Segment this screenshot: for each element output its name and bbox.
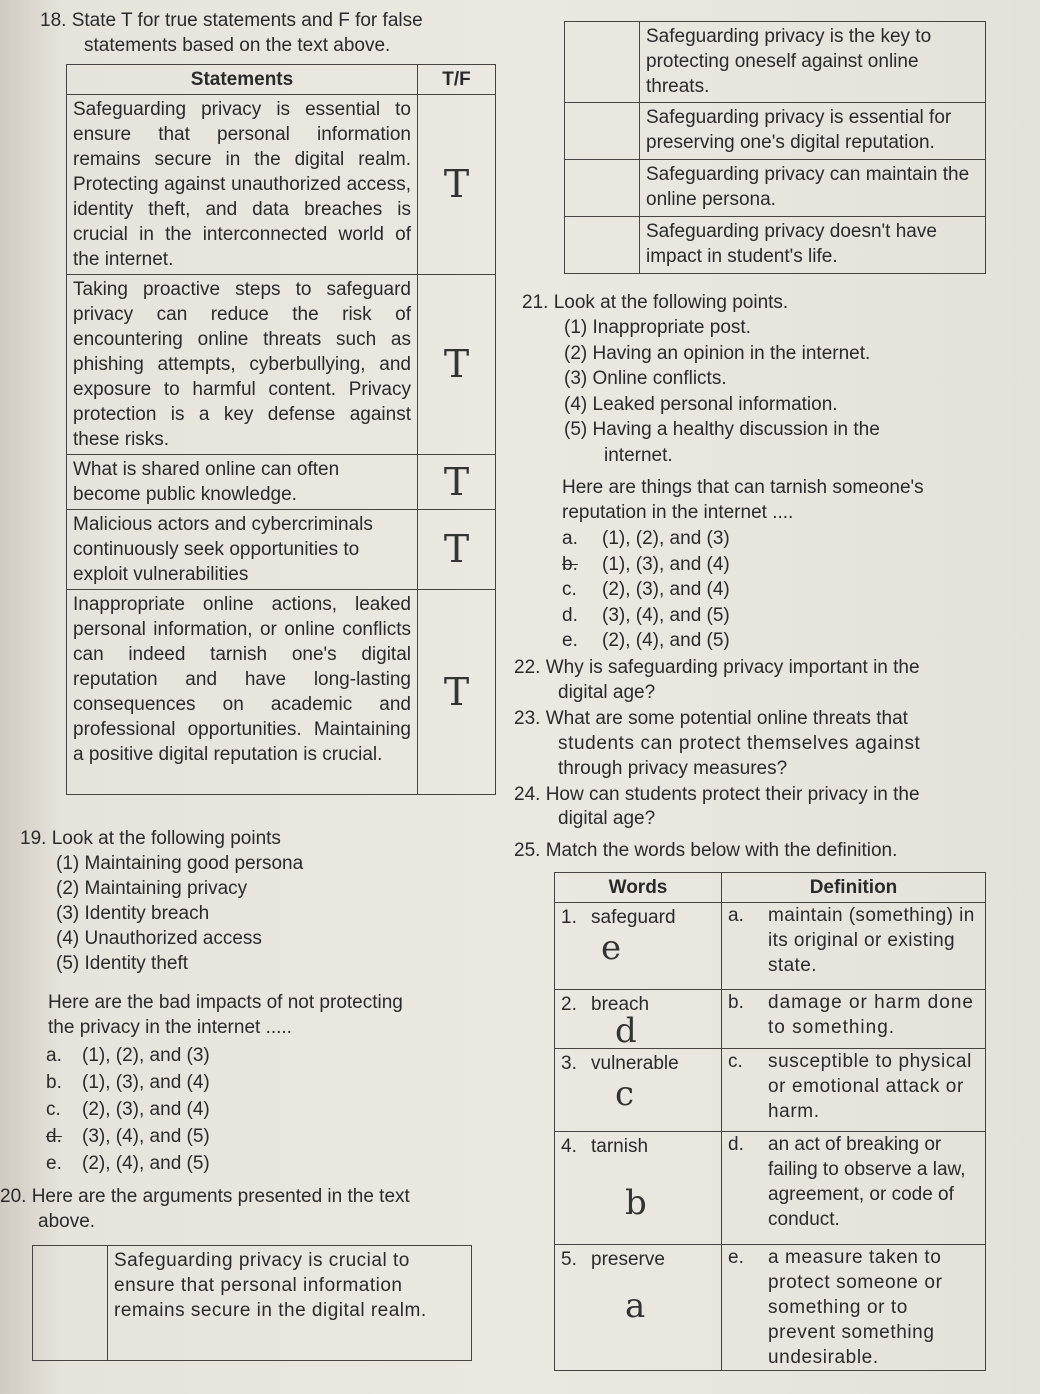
q21-stem-line1: Here are things that can tarnish someone's	[562, 477, 924, 498]
definition-letter: d.	[728, 1134, 744, 1155]
q20-table-part2	[564, 21, 986, 274]
q18-header-statements: Statements	[67, 65, 418, 95]
q19-option-c[interactable]	[46, 1096, 210, 1123]
handwritten-answer[interactable]: c	[615, 1074, 635, 1114]
q18-answer[interactable]: T	[418, 510, 496, 590]
q21-number: 21.	[522, 292, 549, 313]
option-text: (1), (2), and (3)	[82, 1045, 210, 1066]
q18-number: 18.	[40, 10, 67, 31]
q20-argument: Safeguarding privacy is crucial to ensure that personal information remains secure in the digital realm.	[108, 1246, 472, 1361]
q20-answer-cell[interactable]	[565, 22, 640, 103]
list-item: (1) Inappropriate post.	[564, 317, 751, 338]
q20-argument: Safeguarding privacy is the key to protecting oneself against online threats.	[640, 22, 986, 103]
q18-prompt-line1: State T for true statements and F for false	[71, 10, 423, 31]
option-text: (3), (4), and (5)	[82, 1126, 210, 1147]
table-row	[555, 1049, 986, 1132]
word-number: 5.	[561, 1249, 577, 1270]
table-row	[555, 1132, 986, 1245]
table-row	[67, 455, 496, 510]
q23-line2: students can protect themselves against	[558, 733, 921, 754]
option-letter: d.	[562, 604, 578, 626]
word: tarnish	[591, 1136, 649, 1157]
q18-answer[interactable]: T	[418, 455, 496, 510]
q25-number: 25.	[514, 840, 541, 861]
q19-option-d-selected[interactable]	[46, 1123, 210, 1150]
option-text: (2), (3), and (4)	[82, 1099, 210, 1120]
q19-stem-line2: the privacy in the internet .....	[48, 1017, 292, 1038]
q19-option-a[interactable]	[46, 1042, 210, 1069]
table-row	[33, 1246, 472, 1361]
q19-prompt	[20, 826, 281, 851]
option-letter: b.	[562, 553, 578, 575]
q21-prompt-text: Look at the following points.	[553, 292, 789, 313]
handwritten-answer[interactable]: e	[601, 928, 622, 968]
q24-number: 24.	[514, 784, 541, 805]
list-item: (2) Maintaining privacy	[56, 878, 248, 899]
table-row	[555, 1245, 986, 1371]
q20-prompt-line2: above.	[38, 1211, 96, 1232]
table-row	[67, 275, 496, 455]
q18-statement: Taking proactive steps to safeguard privacy can reduce the risk of encountering online threats such as phishing attempts, cyberbullying, and exposure to harmful content. Privacy protection is a key defense against these risks.	[67, 275, 418, 455]
word-number: 4.	[561, 1136, 577, 1157]
table-row	[565, 160, 986, 217]
list-item: (4) Leaked personal information.	[564, 393, 838, 415]
definition: an act of breaking or failing to observe a law, agreement, or code of conduct.	[768, 1134, 966, 1230]
q19-number: 19.	[20, 828, 47, 849]
q20-answer-cell[interactable]	[565, 160, 640, 217]
word-number: 1.	[561, 907, 577, 928]
table-row	[555, 990, 986, 1049]
definition: a measure taken to protect someone or something or to prevent something undesirable.	[768, 1247, 943, 1368]
q21-option-b-selected[interactable]	[562, 552, 730, 578]
handwritten-answer[interactable]: d	[615, 1011, 637, 1051]
q25-prompt	[514, 838, 897, 863]
table-row	[67, 95, 496, 275]
definition: damage or harm done to something.	[768, 992, 974, 1038]
option-letter: a.	[562, 528, 578, 549]
q20-prompt	[0, 1184, 410, 1209]
option-text: (1), (3), and (4)	[82, 1072, 210, 1093]
q22	[514, 655, 920, 680]
q20-answer-cell[interactable]	[565, 103, 640, 160]
word: vulnerable	[591, 1053, 679, 1074]
q18-answer[interactable]: T	[418, 275, 496, 455]
q18-table	[66, 64, 496, 795]
q21-prompt	[522, 290, 788, 315]
q21-option-e[interactable]	[562, 628, 730, 654]
q19-options	[46, 1042, 210, 1177]
option-letter: c.	[562, 579, 577, 600]
q23-number: 23.	[514, 708, 541, 729]
q19-stem-line1: Here are the bad impacts of not protecting	[48, 992, 403, 1013]
q21-option-a[interactable]	[562, 526, 730, 552]
q25-prompt-text: Match the words below with the definition.	[545, 840, 898, 861]
option-letter: c.	[46, 1099, 61, 1120]
list-item: (5) Having a healthy discussion in the	[564, 419, 880, 440]
table-row	[565, 22, 986, 103]
word: safeguard	[591, 907, 676, 928]
word-number: 3.	[561, 1053, 577, 1074]
handwritten-answer[interactable]: a	[625, 1286, 646, 1326]
option-letter: e.	[562, 630, 578, 651]
q18-header-tf: T/F	[418, 65, 496, 95]
option-letter: e.	[46, 1153, 62, 1174]
option-text: (3), (4), and (5)	[602, 604, 730, 626]
word: breach	[591, 994, 650, 1015]
q20-argument: Safeguarding privacy doesn't have impact in student's life.	[640, 217, 986, 274]
q21-option-d[interactable]	[562, 603, 730, 629]
list-item: internet.	[604, 444, 673, 466]
q18-statement: What is shared online can often become public knowledge.	[67, 455, 418, 510]
q18-answer[interactable]: T	[418, 95, 496, 275]
table-row	[555, 903, 986, 990]
q18-prompt	[40, 8, 423, 33]
q19-option-b[interactable]	[46, 1069, 210, 1096]
q24	[514, 782, 920, 807]
q25-header-words: Words	[555, 873, 722, 903]
q20-number: 20.	[0, 1186, 27, 1207]
q18-statement: Safeguarding privacy is essential to ensure that personal information remains secure in the digital realm. Protecting against unauthorized access, identity theft, and data breaches is crucial in the interconnected world of the internet.	[67, 95, 418, 275]
q22-line2: digital age?	[558, 682, 656, 703]
table-row	[565, 103, 986, 160]
q19-points	[56, 851, 303, 976]
q25-table	[554, 872, 986, 1371]
q21-points	[564, 315, 880, 468]
q22-number: 22.	[514, 657, 541, 678]
q20-answer-cell[interactable]	[565, 217, 640, 274]
q23-line3: through privacy measures?	[558, 758, 788, 779]
list-item: (1) Maintaining good persona	[56, 853, 304, 874]
q20-argument: Safeguarding privacy can maintain the online persona.	[640, 160, 986, 217]
option-text: (1), (3), and (4)	[602, 553, 730, 575]
option-letter: d.	[46, 1126, 62, 1147]
definition-letter: b.	[728, 992, 744, 1013]
list-item: (4) Unauthorized access	[56, 928, 262, 949]
q23-line1: What are some potential online threats that	[545, 708, 908, 729]
q19-option-e[interactable]	[46, 1150, 210, 1177]
table-row	[67, 510, 496, 590]
q20-table-part1	[32, 1245, 472, 1361]
q21-option-c[interactable]	[562, 577, 730, 603]
handwritten-answer[interactable]: b	[625, 1183, 647, 1223]
list-item: (2) Having an opinion in the internet.	[564, 342, 871, 364]
q18-statement: Inappropriate online actions, leaked personal information, or online conflicts can indeed tarnish one's digital reputation and have long-lasting consequences on academic and professional opportunities. Maintaining a positive digital reputation is crucial.	[67, 590, 418, 795]
q18-answer[interactable]: T	[418, 590, 496, 795]
list-item: (3) Online conflicts.	[564, 368, 727, 389]
q22-line1: Why is safeguarding privacy important in the	[545, 657, 920, 678]
q19-prompt-text: Look at the following points	[51, 828, 281, 849]
option-text: (2), (3), and (4)	[602, 579, 730, 600]
q25-header-definition: Definition	[722, 873, 986, 903]
q21-stem-line2: reputation in the internet ....	[562, 502, 794, 523]
q20-prompt-line1: Here are the arguments presented in the text	[31, 1186, 410, 1207]
list-item: (5) Identity theft	[56, 953, 189, 974]
definition: maintain (something) in its original or existing state.	[768, 905, 975, 976]
q24-line1: How can students protect their privacy in the	[545, 784, 920, 805]
definition: susceptible to physical or emotional attack or harm.	[768, 1051, 972, 1122]
q21-options	[562, 526, 730, 654]
definition-letter: c.	[728, 1051, 743, 1072]
q20-answer-cell[interactable]	[33, 1246, 108, 1361]
word: preserve	[591, 1249, 665, 1270]
table-row	[67, 590, 496, 795]
table-row	[565, 217, 986, 274]
definition-letter: e.	[728, 1247, 744, 1268]
q24-line2: digital age?	[558, 808, 656, 829]
q18-prompt-line2: statements based on the text above.	[84, 35, 391, 56]
q20-argument: Safeguarding privacy is essential for preserving one's digital reputation.	[640, 103, 986, 160]
list-item: (3) Identity breach	[56, 903, 210, 924]
q18-statement: Malicious actors and cybercriminals continuously seek opportunities to exploit vulnerabilities	[67, 510, 418, 590]
option-letter: b.	[46, 1072, 62, 1093]
word-number: 2.	[561, 994, 577, 1015]
option-text: (2), (4), and (5)	[82, 1153, 210, 1174]
option-text: (1), (2), and (3)	[602, 528, 730, 549]
definition-letter: a.	[728, 905, 744, 926]
q23	[514, 706, 908, 731]
option-text: (2), (4), and (5)	[602, 630, 730, 651]
option-letter: a.	[46, 1045, 62, 1066]
